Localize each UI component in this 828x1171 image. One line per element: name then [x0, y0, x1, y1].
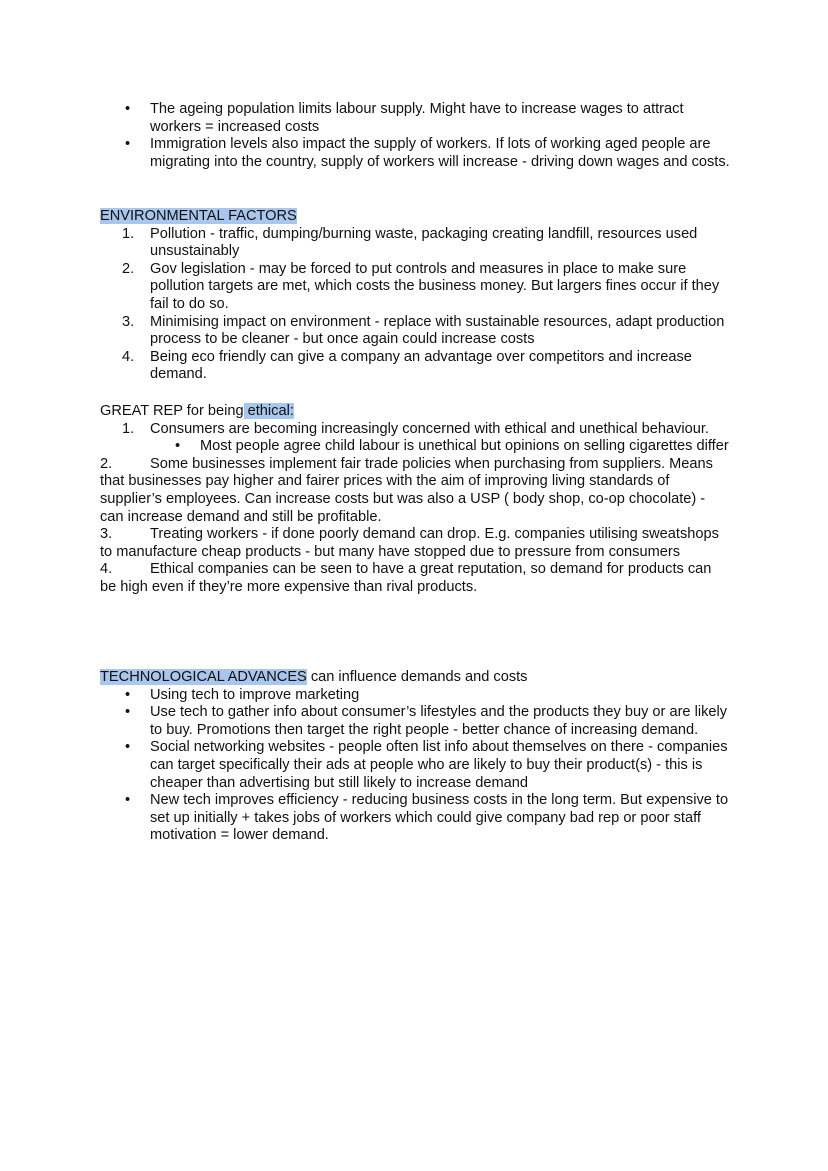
list-item — [100, 421, 730, 439]
environmental-section — [100, 208, 730, 384]
list-item: • Using tech to improve marketing — [100, 687, 730, 705]
list-item: • Use tech to gather info about consumer’s lifestyles and the products they buy or are likely to buy. Promotions then target the right people - better chance of increasing demand. — [100, 704, 730, 739]
list-text: Minimising impact on environment - replace with sustainable resources, adapt production process to be cleaner - but once again could increase costs — [150, 313, 725, 348]
list-item: • Most people agree child labour is unethical but opinions on selling cigarettes differ — [100, 438, 730, 456]
ethical-heading-text: GREAT REP for being — [100, 403, 244, 419]
ethical-list — [100, 421, 730, 439]
list-text: Pollution - traffic, dumping/burning waste, packaging creating landfill, resources used unsustainably — [150, 225, 698, 260]
list-text: Consumers are becoming increasingly concerned with ethical and unethical behaviour. — [150, 420, 709, 437]
list-number: 4. — [122, 348, 135, 365]
ethical-sub-list — [100, 438, 730, 456]
list-text: Being eco friendly can give a company an advantage over competitors and increase demand. — [150, 348, 692, 383]
ethical-paragraph — [100, 456, 730, 526]
paragraph-number: 3. — [100, 526, 113, 543]
list-text: Gov legislation - may be forced to put controls and measures in place to make sure pollution targets are met, which costs the business money. But largers fines occur if they fail to do so. — [150, 260, 720, 312]
environmental-list — [100, 226, 730, 384]
list-number: 1. — [122, 420, 135, 437]
ethical-heading — [100, 403, 730, 421]
paragraph-text: Ethical companies can be seen to have a great reputation, so demand for products can be high even if they’re more expensive than rival products. — [100, 561, 712, 595]
list-item — [100, 314, 730, 349]
list-item — [100, 226, 730, 261]
list-item: • Immigration levels also impact the supply of workers. If lots of working aged people are migrating into the country, supply of workers will increase - driving down wages and costs. — [100, 136, 730, 171]
list-item — [100, 261, 730, 314]
paragraph-number: 2. — [100, 455, 113, 472]
list-item: • The ageing population limits labour supply. Might have to increase wages to attract workers = increased costs — [100, 101, 730, 136]
environmental-heading: ENVIRONMENTAL FACTORS — [100, 208, 297, 224]
ethical-paragraph — [100, 561, 730, 596]
intro-bullet-list — [100, 101, 730, 171]
tech-heading-text: can influence demands and costs — [306, 669, 528, 685]
list-item — [100, 349, 730, 384]
tech-heading-highlight: TECHNOLOGICAL ADVANCES — [100, 669, 307, 685]
list-number: 3. — [122, 313, 135, 330]
paragraph-text: Treating workers - if done poorly demand can drop. E.g. companies utilising sweatshops to manufacture cheap products - but many have stopped due to pressure from consumers — [100, 526, 719, 560]
tech-heading — [100, 669, 730, 687]
paragraph-number: 4. — [100, 561, 113, 578]
ethical-heading-highlight: ethical: — [243, 403, 294, 419]
ethical-section — [100, 403, 730, 597]
list-number: 2. — [122, 260, 135, 277]
list-item: • Social networking websites - people often list info about themselves on there - companies can target specifically their ads at people who are likely to buy their product(s) - this is cheaper than advertising but still likely to increase demand — [100, 739, 730, 792]
list-number: 1. — [122, 225, 135, 242]
tech-section — [100, 669, 730, 845]
ethical-paragraph — [100, 526, 730, 561]
paragraph-text: Some businesses implement fair trade policies when purchasing from suppliers. Means that businesses pay higher and fairer prices with the aim of improving living standards of supplier’s employees. Can increase costs but was also a USP ( body shop, co-op chocolate) - can increase demand and still be profitable. — [100, 455, 713, 525]
tech-bullet-list — [100, 687, 730, 845]
list-item: • New tech improves efficiency - reducing business costs in the long term. But expensive to set up initially + takes jobs of workers which could give company bad rep or poor staff motivation = lower demand. — [100, 792, 730, 845]
